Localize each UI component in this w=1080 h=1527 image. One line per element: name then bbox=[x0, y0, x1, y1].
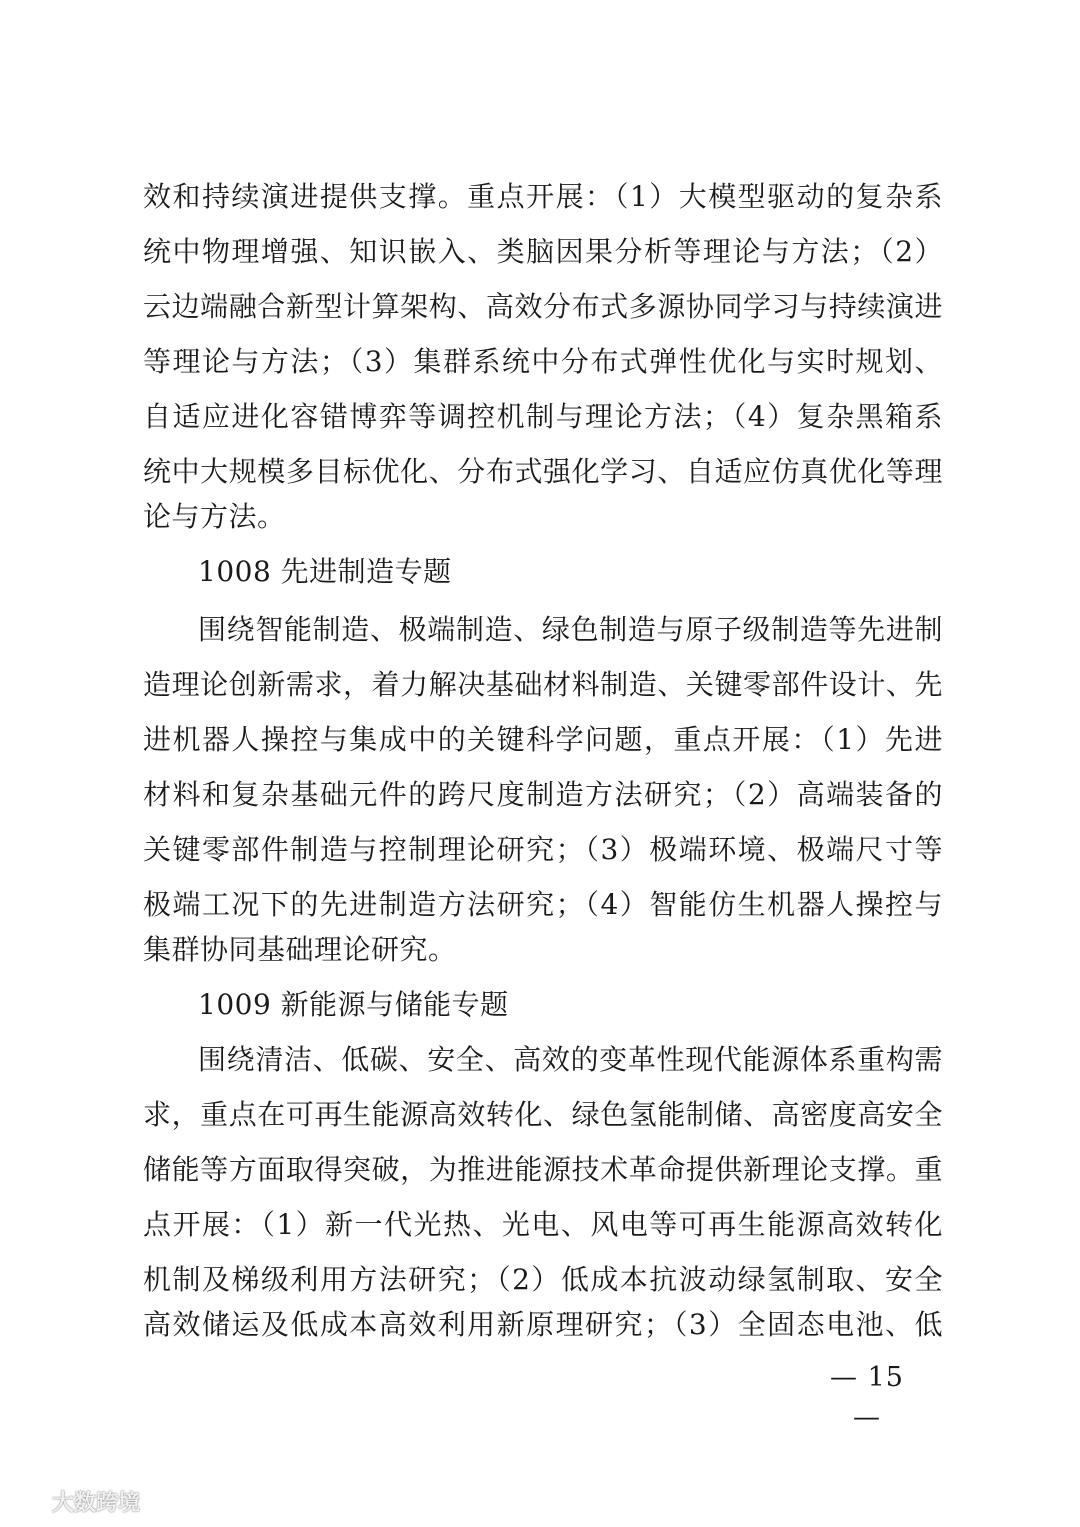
paragraph-line: 极端工况下的先进制造方法研究；（4）智能仿生机器人操控与 bbox=[143, 888, 943, 921]
paragraph-line: 关键零部件制造与控制理论研究；（3）极端环境、极端尺寸等 bbox=[143, 833, 943, 866]
paragraph-line: 等理论与方法；（3）集群系统中分布式弹性优化与实时规划、 bbox=[143, 345, 943, 378]
paragraph-line: 点开展：（1）新一代光热、光电、风电等可再生能源高效转化 bbox=[143, 1208, 943, 1241]
paragraph-line: 机制及梯级利用方法研究；（2）低成本抗波动绿氢制取、安全 bbox=[143, 1263, 943, 1296]
paragraph-line: 材料和复杂基础元件的跨尺度制造方法研究；（2）高端装备的 bbox=[143, 778, 943, 811]
paragraph-line: 围绕清洁、低碳、安全、高效的变革性现代能源体系重构需 bbox=[198, 1043, 943, 1076]
watermark bbox=[8, 1485, 140, 1517]
paragraph-line: 自适应进化容错博弈等调控机制与理论方法；（4）复杂黑箱系 bbox=[143, 400, 943, 433]
watermark-text: 大数跨境 bbox=[52, 1490, 141, 1516]
paragraph-line: 进机器人操控与集成中的关键科学问题，重点开展：（1）先进 bbox=[143, 723, 943, 756]
section-heading-1008: 1008 先进制造专题 bbox=[198, 555, 452, 588]
paragraph-line: 围绕智能制造、极端制造、绿色制造与原子级制造等先进制 bbox=[198, 613, 943, 646]
paragraph-line: 论与方法。 bbox=[143, 500, 286, 533]
paragraph-line: 统中物理增强、知识嵌入、类脑因果分析等理论与方法；（2） bbox=[143, 235, 943, 268]
paragraph-line: 造理论创新需求，着力解决基础材料制造、关键零部件设计、先 bbox=[143, 668, 943, 701]
paragraph-line: 求，重点在可再生能源高效转化、绿色氢能制储、高密度高安全 bbox=[143, 1098, 943, 1131]
paragraph-line: 云边端融合新型计算架构、高效分布式多源协同学习与持续演进 bbox=[143, 290, 943, 323]
paragraph-line: 储能等方面取得突破，为推进能源技术革命提供新理论支撑。重 bbox=[143, 1153, 943, 1186]
paragraph-line: 效和持续演进提供支撑。重点开展：（1）大模型驱动的复杂系 bbox=[143, 180, 943, 213]
speech-bubble-logo-icon bbox=[8, 1485, 46, 1517]
page-number: — 15 — bbox=[830, 1362, 904, 1433]
paragraph-line: 集群协同基础理论研究。 bbox=[143, 933, 457, 966]
paragraph-line: 统中大规模多目标优化、分布式强化学习、自适应仿真优化等理 bbox=[143, 455, 943, 488]
section-heading-1009: 1009 新能源与储能专题 bbox=[198, 988, 509, 1021]
paragraph-line: 高效储运及低成本高效利用新原理研究；（3）全固态电池、低 bbox=[143, 1308, 943, 1341]
